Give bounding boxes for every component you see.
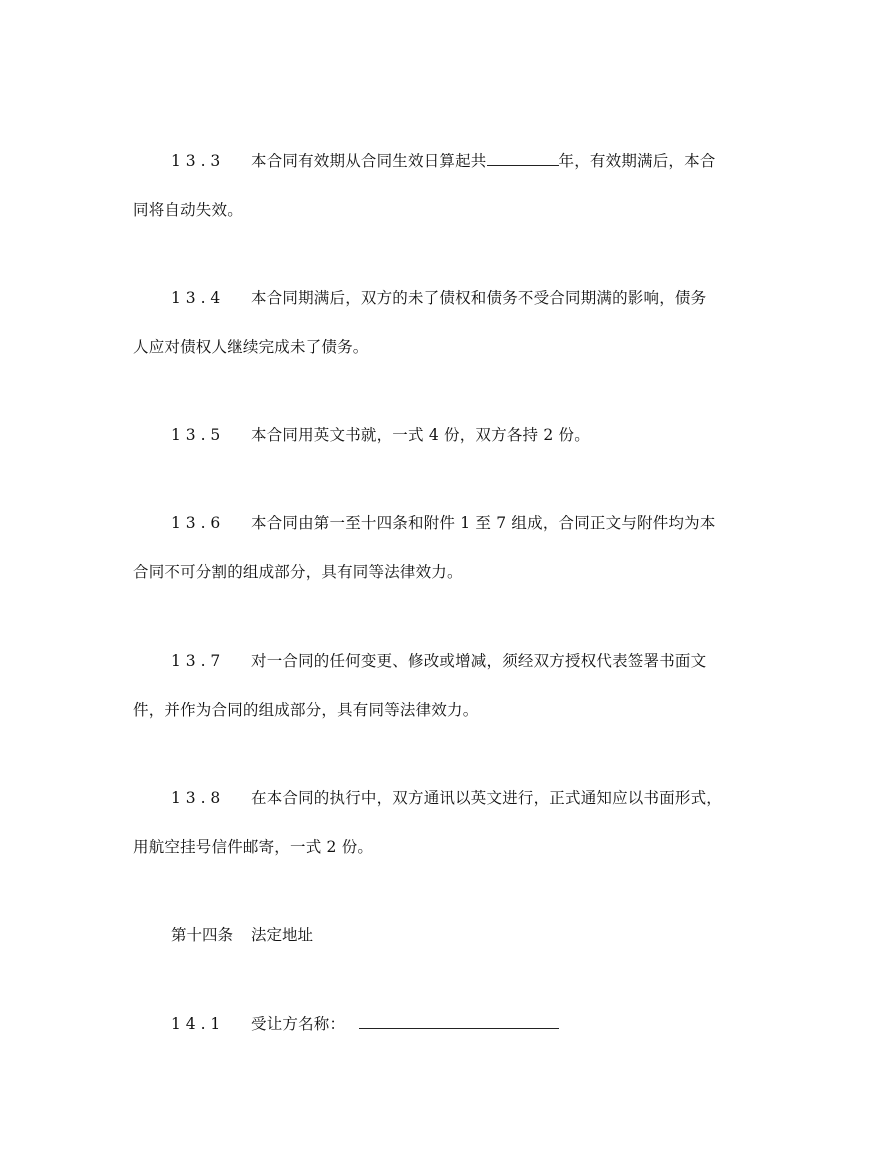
- clause-text: 件，并作为合同的组成部分，具有同等法律效力。: [133, 701, 479, 719]
- clause-text: 本合同用英文书就，一式 4 份，双方各持 2 份。: [251, 426, 590, 444]
- article-14-heading: [171, 911, 313, 960]
- clause-text: 年，有效期满后，本合: [558, 152, 716, 170]
- clause-13-8: [133, 774, 773, 872]
- clause-text: 用航空挂号信件邮寄，一式 2 份。: [133, 838, 374, 856]
- clause-number: 1 3 . 6: [171, 514, 221, 532]
- clause-13-6: [133, 499, 773, 597]
- clause-text: 本合同有效期从合同生效日算起共: [251, 152, 487, 170]
- article-title: 第十四条: [171, 926, 234, 944]
- clause-text: 在本合同的执行中，双方通讯以英文进行，正式通知应以书面形式，: [251, 789, 723, 807]
- clause-text: 本合同期满后，双方的未了债权和债务不受合同期满的影响，债务: [251, 289, 707, 307]
- field-label: 受让方名称：: [251, 1015, 346, 1033]
- clause-text: 同将自动失效。: [133, 201, 243, 219]
- article-subtitle: 法定地址: [251, 926, 314, 944]
- clause-number: 1 3 . 5: [171, 426, 221, 444]
- clause-13-5: [133, 411, 773, 460]
- blank-field-years: [487, 151, 559, 166]
- clause-13-4: [133, 274, 773, 372]
- clause-number: 1 3 . 4: [171, 289, 221, 307]
- clause-number: 1 4 . 1: [171, 1015, 221, 1033]
- clause-14-1: [133, 1000, 773, 1049]
- clause-text: 合同不可分割的组成部分，具有同等法律效力。: [133, 563, 463, 581]
- clause-number: 1 3 . 7: [171, 652, 221, 670]
- clause-number: 1 3 . 8: [171, 789, 221, 807]
- clause-text: 人应对债权人继续完成未了债务。: [133, 338, 369, 356]
- clause-13-7: [133, 637, 773, 735]
- clause-number: 1 3 . 3: [171, 152, 221, 170]
- blank-field-licensee-name: [359, 1014, 559, 1029]
- clause-text: 本合同由第一至十四条和附件 1 至 7 组成，合同正文与附件均为本: [251, 514, 716, 532]
- clause-text: 对一合同的任何变更、修改或增减，须经双方授权代表签署书面文: [251, 652, 707, 670]
- clause-13-3: [133, 137, 773, 235]
